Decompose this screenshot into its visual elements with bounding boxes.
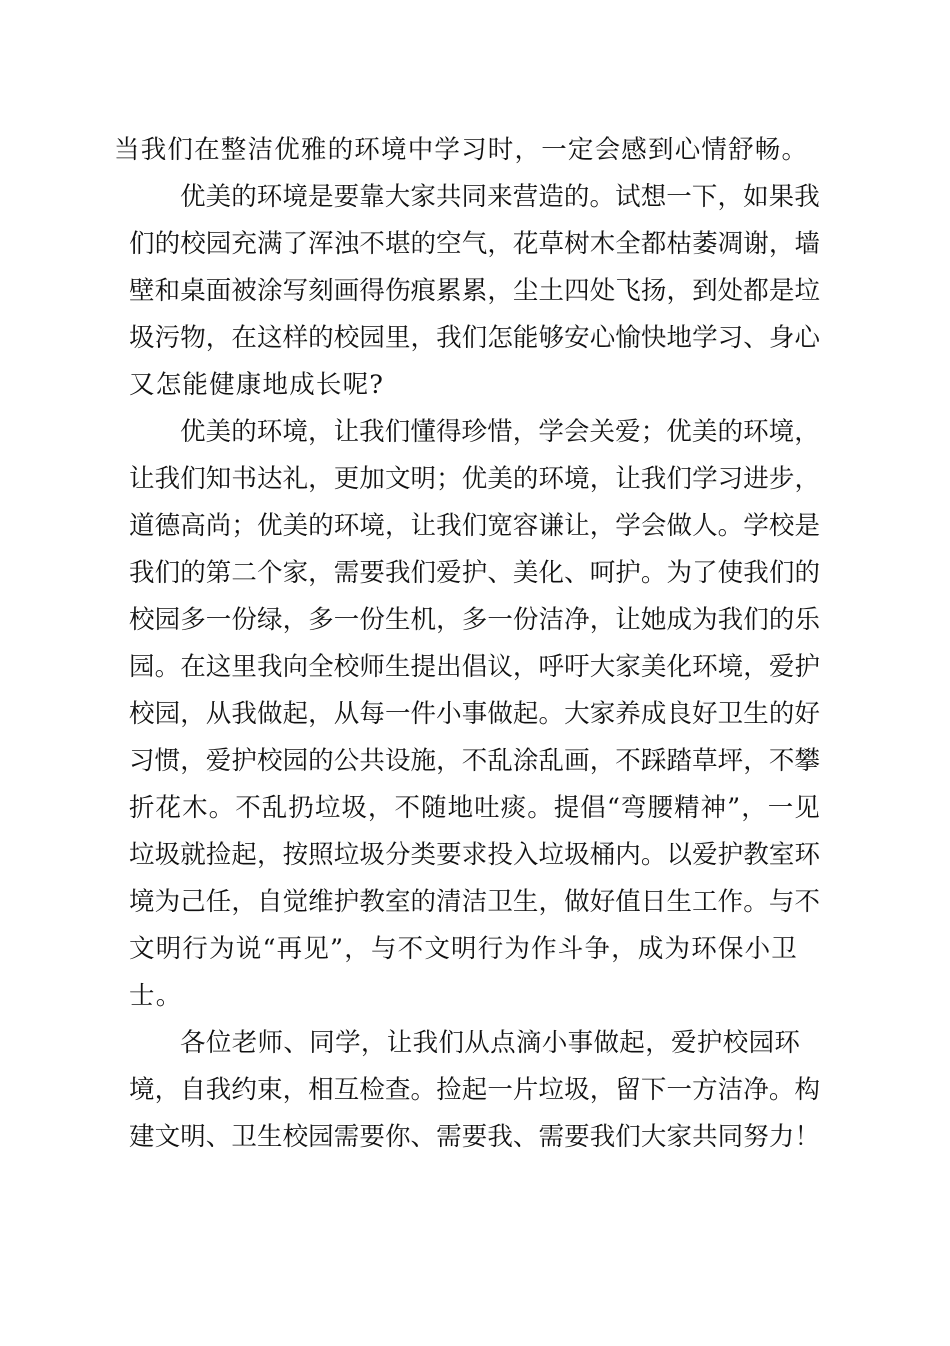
text-line: 校 园 多 一 份 绿 ， 多 一 份 生 机 ， 多 一 份 洁 净 ， 让 她 成 为 我 们 的 乐 — [129, 605, 820, 635]
text-line: 建 文 明 、 卫 生 校 园 需 要 你 、 需 要 我 、 需 要 我 们 大 家 共 同 努 力 ！ — [129, 1122, 820, 1152]
text-line: 让 我 们 知 书 达 礼 ， 更 加 文 明 ； 优 美 的 环 境 ， 让 我 们 学 习 进 步 ， — [129, 464, 820, 494]
text-line: 当我们在整洁优雅的环境中学习时，一定会感到心情舒畅。 — [114, 135, 809, 165]
text-line: 壁 和 桌 面 被 涂 写 刻 画 得 伤 痕 累 累 ， 尘 土 四 处 飞 扬 ， 到 处 都 是 垃 — [129, 276, 820, 306]
text-line: 折 花 木 。 不 乱 扔 垃 圾 ， 不 随 地 吐 痰 。 提 倡 “ 弯 腰 精 神 ” ， 一 见 — [129, 793, 820, 823]
text-line: 优 美 的 环 境 ， 让 我 们 懂 得 珍 惜 ， 学 会 关 爱 ； 优 美 的 环 境 ， — [180, 417, 820, 447]
text-line: 垃 圾 就 捡 起 ， 按 照 垃 圾 分 类 要 求 投 入 垃 圾 桶 内 。 以 爱 护 教 室 环 — [129, 840, 820, 870]
text-line: 我 们 的 第 二 个 家 ， 需 要 我 们 爱 护 、 美 化 、 呵 护 。 为 了 使 我 们 的 — [129, 558, 820, 588]
text-line: 道 德 高 尚 ； 优 美 的 环 境 ， 让 我 们 宽 容 谦 让 ， 学 会 做 人 。 学 校 是 — [129, 511, 820, 541]
text-line: 优 美 的 环 境 是 要 靠 大 家 共 同 来 营 造 的 。 试 想 一 下 ， 如 果 我 — [180, 182, 820, 212]
text-line: 校 园 ， 从 我 做 起 ， 从 每 一 件 小 事 做 起 。 大 家 养 成 良 好 卫 生 的 好 — [129, 699, 820, 729]
text-line: 圾 污 物 ， 在 这 样 的 校 园 里 ， 我 们 怎 能 够 安 心 愉 快 地 学 习 、 身 心 — [129, 323, 820, 353]
text-line: 们 的 校 园 充 满 了 浑 浊 不 堪 的 空 气 ， 花 草 树 木 全 都 枯 萎 凋 谢 ， 墙 — [129, 229, 820, 259]
text-line: 园 。 在 这 里 我 向 全 校 师 生 提 出 倡 议 ， 呼 吁 大 家 美 化 环 境 ， 爱 护 — [129, 652, 820, 682]
text-line: 士。 — [129, 981, 183, 1011]
text-line: 习 惯 ， 爱 护 校 园 的 公 共 设 施 ， 不 乱 涂 乱 画 ， 不 踩 踏 草 坪 ， 不 攀 — [129, 746, 820, 776]
text-line: 境 ， 自 我 约 束 ， 相 互 检 查 。 捡 起 一 片 垃 圾 ， 留 下 一 方 洁 净 。 构 — [129, 1075, 820, 1105]
text-line: 各 位 老 师 、 同 学 ， 让 我 们 从 点 滴 小 事 做 起 ， 爱 护 校 园 环 — [180, 1028, 800, 1058]
text-line: 又怎能健康地成长呢? — [129, 370, 385, 400]
text-line: 文 明 行 为 说 “ 再 见 ” ， 与 不 文 明 行 为 作 斗 争 ， 成 为 环 保 小 卫 — [129, 934, 797, 964]
text-line: 境 为 己 任 ， 自 觉 维 护 教 室 的 清 洁 卫 生 ， 做 好 值 日 生 工 作 。 与 不 — [129, 887, 820, 917]
